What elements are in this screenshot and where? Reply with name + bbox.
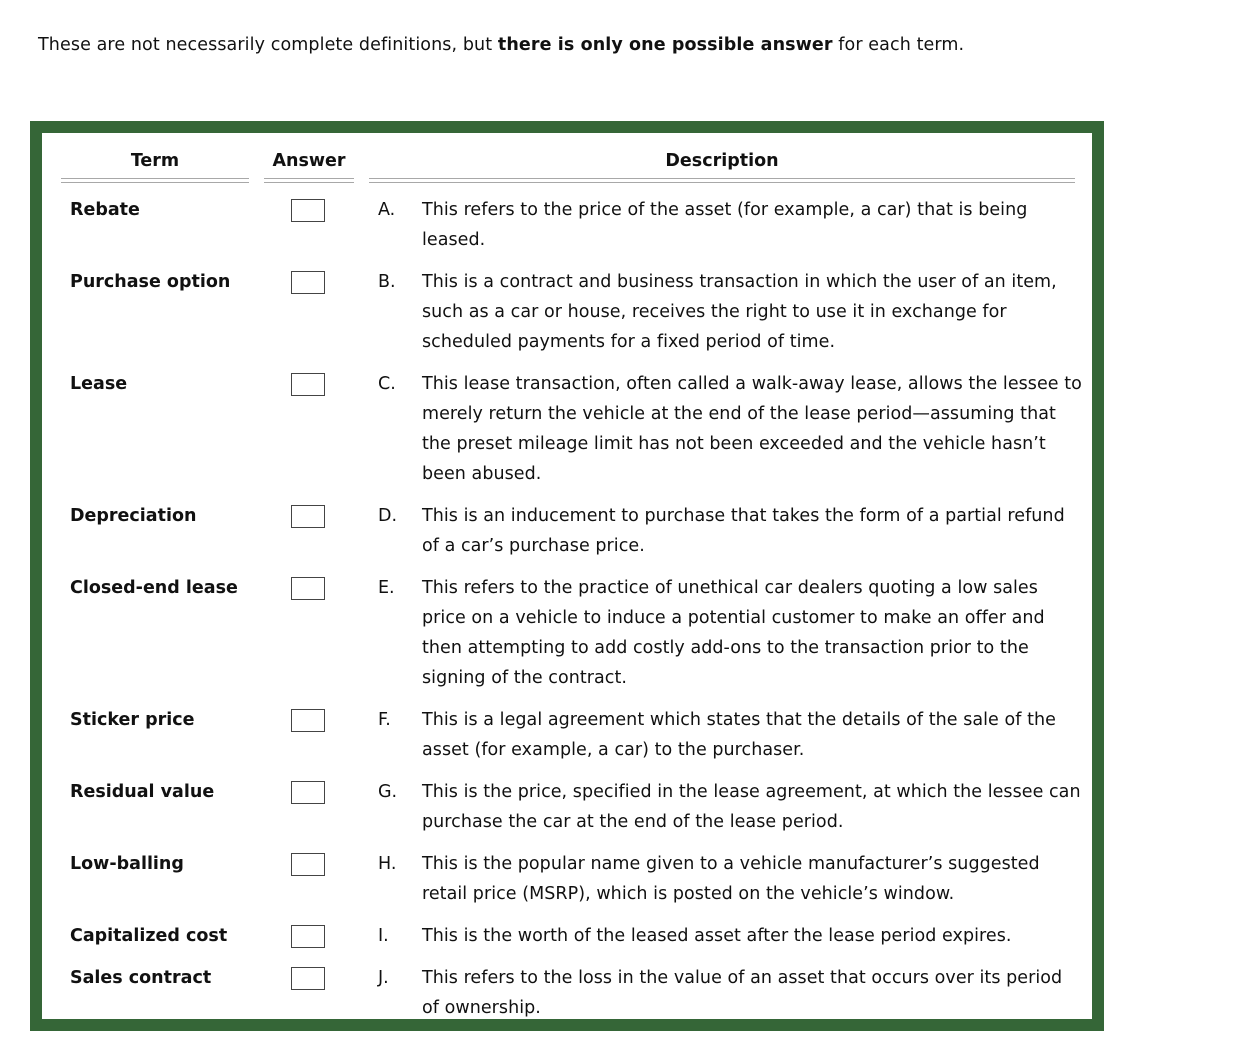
description-text: This is a legal agreement which states that the details of the sale of the asset (for example, a car) to the purchaser. (422, 710, 1056, 760)
answer-input-sales-contract[interactable] (291, 967, 325, 990)
answer-input-capitalized-cost[interactable] (291, 925, 325, 948)
instructions-part2: for each term. (832, 35, 965, 55)
description-letter: I. (378, 926, 389, 946)
answer-input-residual-value[interactable] (291, 781, 325, 804)
description-letter: J. (378, 968, 389, 988)
term-sales-contract: Sales contract (70, 968, 212, 988)
description-text: This is the popular name given to a vehicle manufacturer’s suggested retail price (MSRP), which is posted on the vehicle’s window. (422, 854, 1040, 904)
answer-input-depreciation[interactable] (291, 505, 325, 528)
term-residual-value: Residual value (70, 782, 215, 802)
header-rule-description (369, 178, 1075, 183)
term-purchase-option: Purchase option (70, 272, 231, 292)
description-letter: G. (378, 782, 398, 802)
term-low-balling: Low-balling (70, 854, 184, 874)
instructions-text (38, 35, 964, 55)
header-description: Description (665, 151, 779, 171)
header-term: Term (130, 151, 180, 171)
header-rule-term (61, 178, 249, 183)
header-answer: Answer (272, 151, 346, 171)
description-text: This is the worth of the leased asset after the lease period expires. (422, 926, 1012, 946)
matching-table (30, 121, 1104, 1031)
answer-input-sticker-price[interactable] (291, 709, 325, 732)
header-rule-answer (264, 178, 354, 183)
description-text: This is an inducement to purchase that takes the form of a partial refund of a car’s purchase price. (422, 506, 1065, 556)
term-depreciation: Depreciation (70, 506, 197, 526)
instructions-part1: These are not necessarily complete definitions, but (38, 35, 498, 55)
description-letter: H. (378, 854, 397, 874)
description-text: This refers to the loss in the value of an asset that occurs over its period of ownership. (422, 968, 1063, 1018)
answer-input-purchase-option[interactable] (291, 271, 325, 294)
term-rebate: Rebate (70, 200, 140, 220)
description-text: This is the price, specified in the lease agreement, at which the lessee can purchase the car at the end of the lease period. (422, 782, 1081, 832)
answer-input-rebate[interactable] (291, 199, 325, 222)
description-text: This lease transaction, often called a walk-away lease, allows the lessee to merely return the vehicle at the end of the lease period—assuming that the preset mileage limit has not been exceeded and the vehicle hasn’t been abused. (422, 374, 1082, 484)
description-letter: A. (378, 200, 396, 220)
answer-input-lease[interactable] (291, 373, 325, 396)
description-letter: F. (378, 710, 391, 730)
description-text: This is a contract and business transaction in which the user of an item, such as a car or house, receives the right to use it in exchange for scheduled payments for a fixed period of time. (422, 272, 1057, 352)
term-sticker-price: Sticker price (70, 710, 195, 730)
term-closed-end-lease: Closed-end lease (70, 578, 238, 598)
instructions-bold: there is only one possible answer (497, 35, 833, 55)
term-lease: Lease (70, 374, 128, 394)
description-letter: C. (378, 374, 396, 394)
description-letter: B. (378, 272, 396, 292)
description-text: This refers to the price of the asset (for example, a car) that is being leased. (422, 200, 1028, 250)
answer-input-closed-end-lease[interactable] (291, 577, 325, 600)
term-capitalized-cost: Capitalized cost (70, 926, 228, 946)
description-letter: E. (378, 578, 395, 598)
answer-input-low-balling[interactable] (291, 853, 325, 876)
description-text: This refers to the practice of unethical car dealers quoting a low sales price on a vehicle to induce a potential customer to make an offer and then attempting to add costly add-ons to the transaction prior to the signing of the contract. (422, 578, 1045, 688)
description-letter: D. (378, 506, 398, 526)
